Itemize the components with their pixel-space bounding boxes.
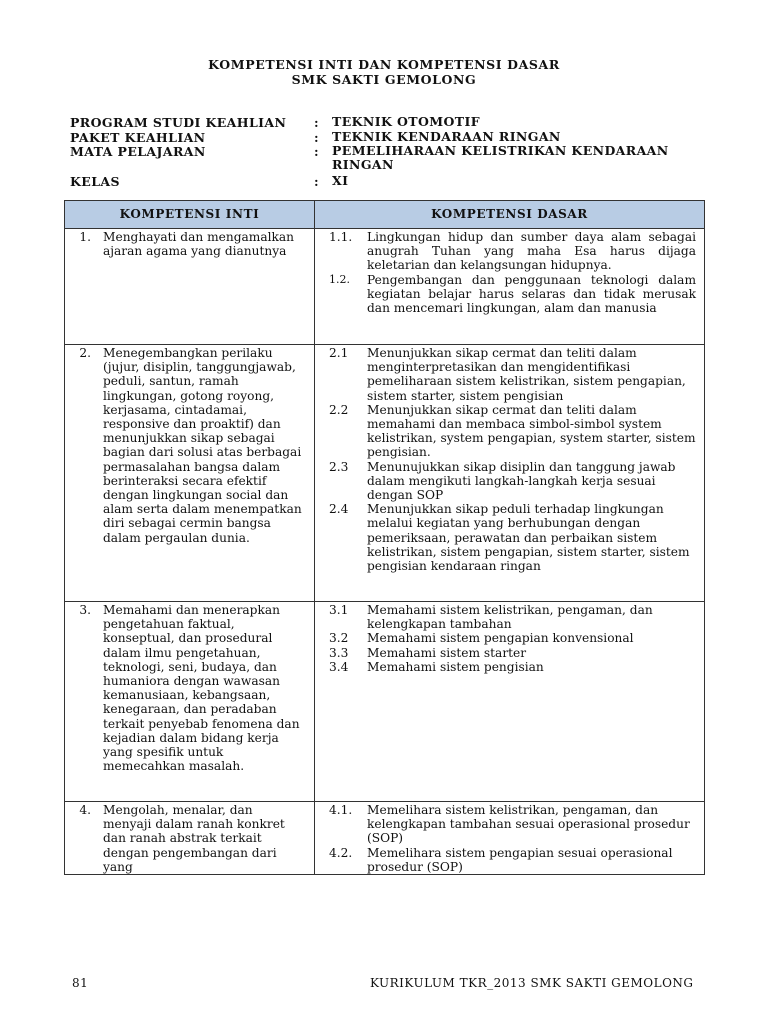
kd-number: 4.1.: [329, 803, 353, 817]
document-title: KOMPETENSI INTI DAN KOMPETENSI DASAR: [208, 57, 560, 72]
kd-number: 3.2: [329, 631, 349, 646]
meta-value: XI: [332, 173, 349, 188]
ki-cell: [65, 345, 315, 602]
ki-number: 4.: [79, 803, 91, 817]
table-row: [65, 345, 705, 602]
kd-text: Memelihara sistem pengapian sesuai operasional prosedur (SOP): [367, 845, 673, 874]
kd-number: 3.3: [329, 645, 349, 660]
meta-value: TEKNIK OTOMOTIF: [332, 114, 481, 129]
ki-cell: [65, 602, 315, 802]
school-name: SMK SAKTI GEMOLONG: [291, 72, 477, 87]
ki-number: 1.: [79, 230, 91, 244]
meta-key: MATA PELAJARAN: [70, 144, 206, 159]
table-header-row: [65, 201, 705, 229]
kd-number: 2.2: [329, 402, 349, 417]
kd-number: 3.4: [329, 659, 349, 674]
kd-text: Memahami sistem pengisian: [367, 659, 544, 674]
kd-number: 1.2.: [329, 272, 350, 286]
ki-number: 3.: [79, 603, 91, 617]
kd-text: Menunjukkan sikap cermat dan teliti dalam menginterpretasikan dan mengidentifikasi pemeliharaan sistem kelistrikan, sistem pengapian, sistem starter, sistem pengisian: [367, 346, 686, 403]
kd-number: 2.4: [329, 502, 349, 517]
kd-text: Memahami sistem pengapian konvensional: [367, 631, 634, 646]
ki-cell: [65, 802, 315, 875]
kd-number: 2.1: [329, 346, 349, 360]
meta-value: PEMELIHARAAN KELISTRIKAN KENDARAAN RINGAN: [332, 143, 669, 172]
ki-cell: [65, 229, 315, 345]
header-kompetensi-inti: KOMPETENSI INTI: [65, 201, 315, 229]
competency-table: [64, 200, 705, 875]
page-number: 81: [72, 976, 89, 990]
kd-text: Memahami sistem kelistrikan, pengaman, dan kelengkapan tambahan: [367, 603, 653, 632]
meta-key: PROGRAM STUDI KEAHLIAN: [70, 115, 287, 130]
kd-cell: [315, 602, 705, 802]
kd-text: Memahami sistem starter: [367, 645, 527, 660]
kd-text: Menunjukkan sikap peduli terhadap lingkungan melalui kegiatan yang berhubungan dengan pemeriksaan, perawatan dan perbaikan sistem kelistrikan, sistem pengapian, sistem starter, sistem pengisian kendaraan ringan: [367, 502, 690, 574]
kd-number: 3.1: [329, 603, 349, 617]
kd-cell: [315, 229, 705, 345]
header-kompetensi-dasar: KOMPETENSI DASAR: [315, 201, 705, 229]
meta-sep: :: [314, 115, 320, 130]
meta-sep: :: [314, 174, 320, 189]
kd-text: Pengembangan dan penggunaan teknologi dalam kegiatan belajar harus selaras dan tidak merusak dan mencemari lingkungan, alam dan manusia: [367, 272, 696, 316]
kd-number: 2.3: [329, 459, 349, 474]
kd-number: 1.1.: [329, 230, 353, 244]
meta-value: TEKNIK KENDARAAN RINGAN: [332, 129, 561, 144]
footer-text: KURIKULUM TKR_2013 SMK SAKTI GEMOLONG: [370, 976, 694, 990]
kd-text: Menunjukkan sikap cermat dan teliti dalam memahami dan membaca simbol-simbol system kelistrikan, system pengapian, system starter, sistem pengisian.: [367, 402, 696, 460]
kd-cell: [315, 802, 705, 875]
table-row: [65, 229, 705, 345]
ki-text: Memahami dan menerapkan pengetahuan faktual, konseptual, dan prosedural dalam ilmu pengetahuan, teknologi, seni, budaya, dan humaniora dengan wawasan kemanusiaan, kebangsaan, kenegaraan, dan peradaban terkait penyebab fenomena dan kejadian dalam bidang kerja yang spesifik untuk memecahkan masalah.: [103, 603, 300, 774]
ki-text: Menghayati dan mengamalkan ajaran agama yang dianutnya: [103, 230, 294, 259]
kd-number: 4.2.: [329, 845, 353, 860]
kd-cell: [315, 345, 705, 602]
kd-text: Memelihara sistem kelistrikan, pengaman, dan kelengkapan tambahan sesuai operasional prosedur (SOP): [367, 803, 690, 846]
meta-key: KELAS: [70, 174, 120, 189]
meta-sep: :: [314, 130, 320, 145]
meta-sep: :: [314, 144, 320, 159]
table-row: [65, 802, 705, 875]
kd-text: Menunujukkan sikap disiplin dan tanggung jawab dalam mengikuti langkah-langkah kerja sesuai dengan SOP: [367, 459, 676, 503]
ki-text: Menegembangkan perilaku (jujur, disiplin, tanggungjawab, peduli, santun, ramah lingkungan, gotong royong, kerjasama, cintadamai, responsive dan proaktif) dan menunjukkan sikap sebagai bagian dari solusi atas berbagai permasalahan bangsa dalam berinteraksi secara efektif dengan lingkungan social dan alam serta dalam menempatkan diri sebagai cermin bangsa dalam pergaulan dunia.: [103, 346, 302, 545]
meta-key: PAKET KEAHLIAN: [70, 130, 206, 145]
ki-text: Mengolah, menalar, dan menyaji dalam ranah konkret dan ranah abstrak terkait dengan pengembangan dari yang: [103, 803, 285, 874]
table-row: [65, 602, 705, 802]
kd-text: Lingkungan hidup dan sumber daya alam sebagai anugrah Tuhan yang maha Esa harus dijaga keletarian dan kelangsungan hidupnya.: [367, 230, 696, 273]
ki-number: 2.: [79, 346, 91, 360]
